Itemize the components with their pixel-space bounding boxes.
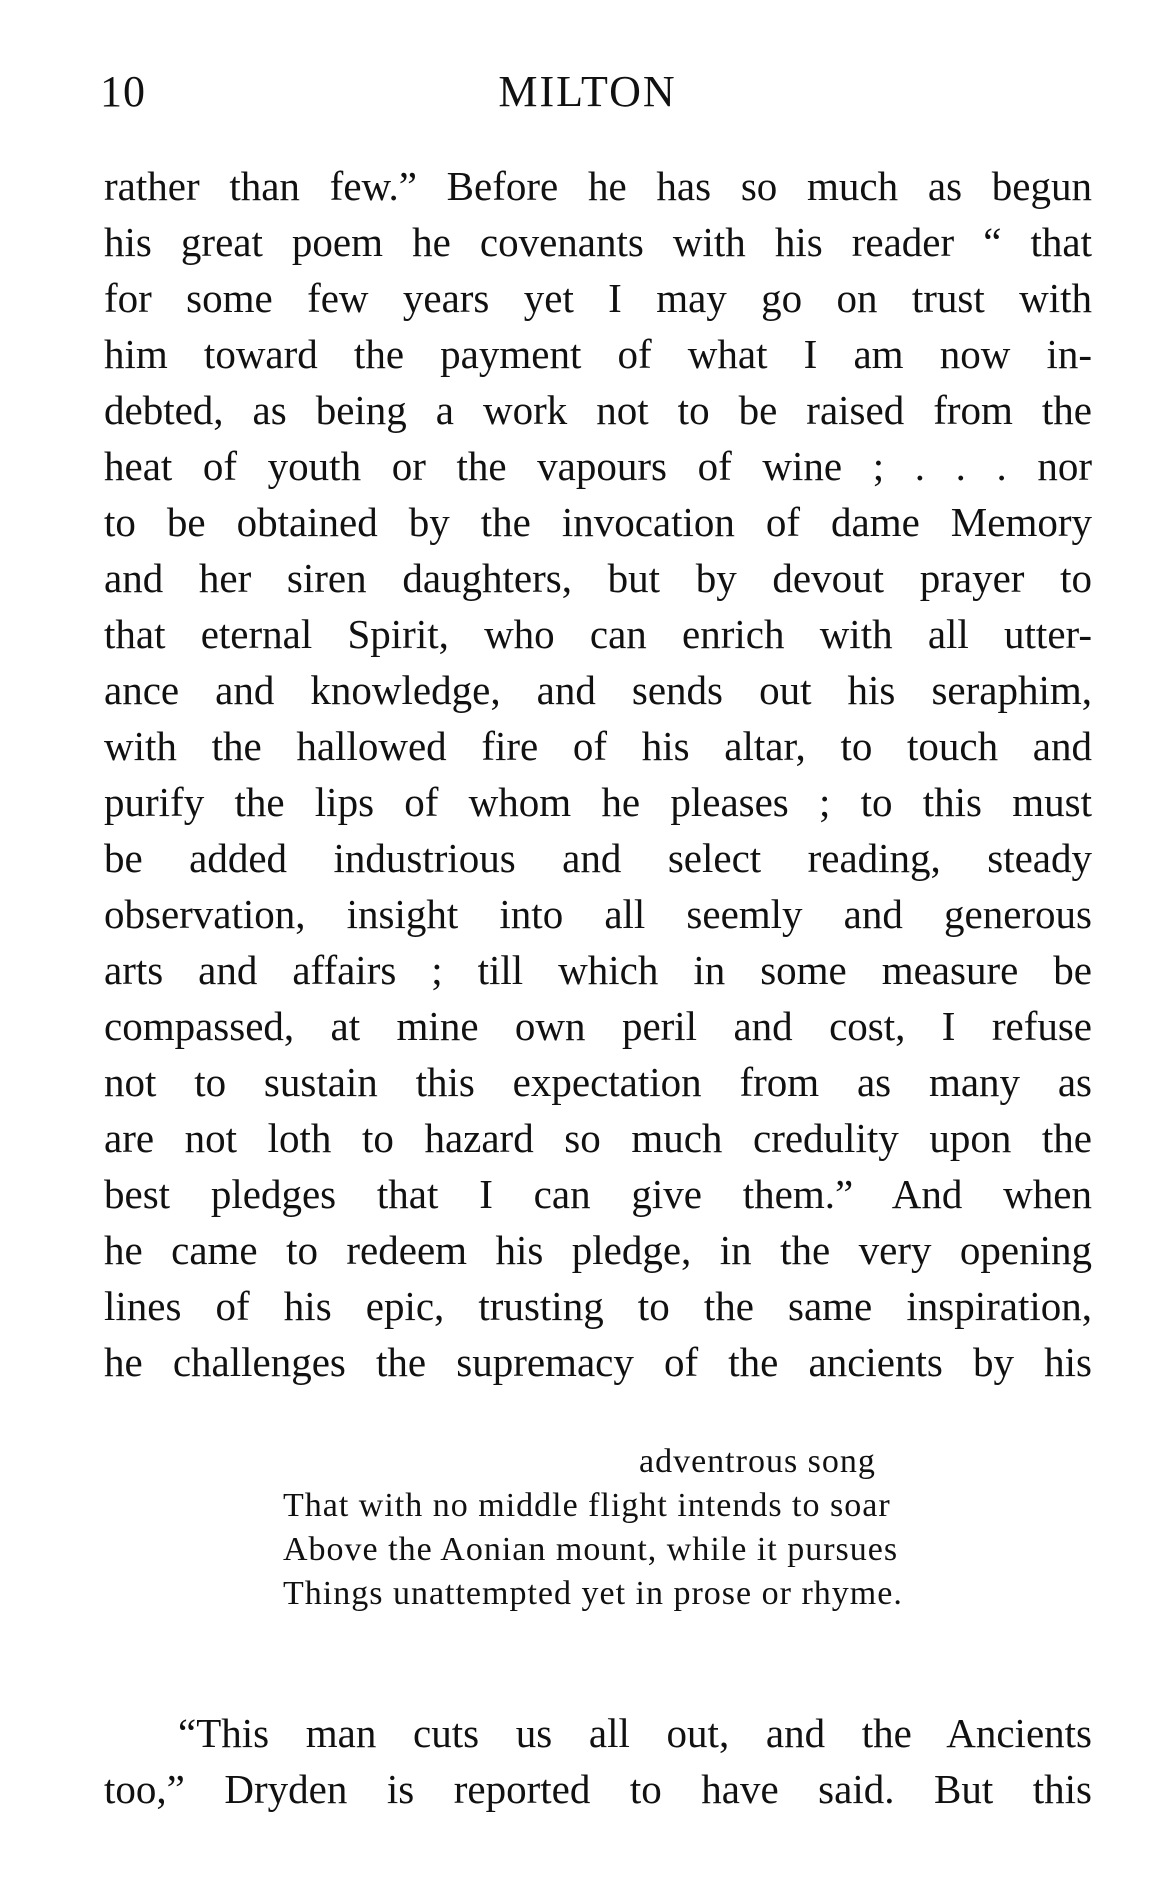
text-line: that eternal Spirit, who can enrich with all utter- bbox=[104, 611, 1092, 657]
text-line: ance and knowledge, and sends out his seraphim, bbox=[104, 667, 1092, 713]
text-line: purify the lips of whom he pleases ; to this must bbox=[104, 779, 1092, 825]
text-line: debted, as being a work not to be raised from the bbox=[104, 387, 1092, 433]
verse-quotation bbox=[283, 1440, 1003, 1616]
text-line: he challenges the supremacy of the ancients by his bbox=[104, 1339, 1092, 1385]
text-line: arts and affairs ; till which in some measure be bbox=[104, 947, 1092, 993]
text-line: rather than few.” Before he has so much as begun bbox=[104, 163, 1092, 209]
verse-line: adventrous song bbox=[639, 1443, 876, 1480]
text-line: be added industrious and select reading, steady bbox=[104, 835, 1092, 881]
text-line: his great poem he covenants with his reader “ that bbox=[104, 219, 1092, 265]
running-title: MILTON bbox=[498, 67, 677, 116]
text-line: best pledges that I can give them.” And when bbox=[104, 1171, 1092, 1217]
text-line: are not loth to hazard so much credulity upon the bbox=[104, 1115, 1092, 1161]
verse-line: Things unattempted yet in prose or rhyme. bbox=[283, 1575, 903, 1612]
text-line: heat of youth or the vapours of wine ; . . . nor bbox=[104, 443, 1092, 489]
text-line: with the hallowed fire of his altar, to touch and bbox=[104, 723, 1092, 769]
verse-line: That with no middle flight intends to soar bbox=[283, 1487, 891, 1524]
text-line: for some few years yet I may go on trust with bbox=[104, 275, 1092, 321]
body-paragraph bbox=[104, 158, 1092, 1390]
verse-line: Above the Aonian mount, while it pursues bbox=[283, 1531, 899, 1568]
text-line: he came to redeem his pledge, in the very opening bbox=[104, 1227, 1092, 1273]
continuation-paragraph bbox=[104, 1705, 1092, 1817]
text-line: not to sustain this expectation from as many as bbox=[104, 1059, 1092, 1105]
text-line: him toward the payment of what I am now in- bbox=[104, 331, 1092, 377]
text-line: and her siren daughters, but by devout prayer to bbox=[104, 555, 1092, 601]
text-line: lines of his epic, trusting to the same inspiration, bbox=[104, 1283, 1092, 1329]
page-header bbox=[100, 62, 1075, 122]
text-line: to be obtained by the invocation of dame Memory bbox=[104, 499, 1092, 545]
text-line: compassed, at mine own peril and cost, I refuse bbox=[104, 1003, 1092, 1049]
text-line: “This man cuts us all out, and the Ancients bbox=[178, 1710, 1092, 1756]
text-line: observation, insight into all seemly and generous bbox=[104, 891, 1092, 937]
page-number: 10 bbox=[100, 67, 146, 116]
text-line: too,” Dryden is reported to have said. But this bbox=[104, 1766, 1092, 1812]
